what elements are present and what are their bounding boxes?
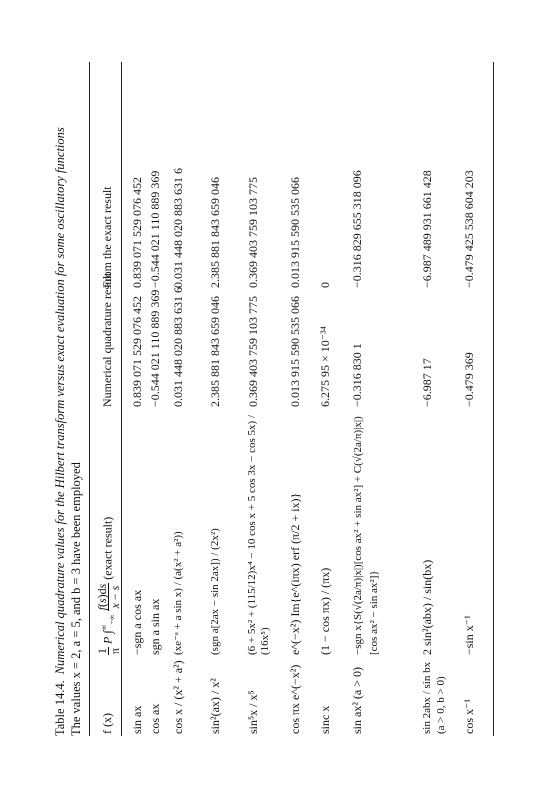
row-difference: 0 <box>318 282 332 288</box>
header-difference: From the exact result <box>100 186 114 288</box>
row-numerical: 6.275 95 × 10⁻³⁴ <box>318 326 332 407</box>
row-exact: e^(−x²) Im{e^(iπx) erf (π/2 + ix)} <box>288 492 302 655</box>
row-exact: (6 + 5x² + (115/12)x⁴ − 10 cos x + 5 cos 3x − cos 5x) / (16x⁵) <box>246 415 271 655</box>
row-numerical: 0.839 071 529 076 452 <box>130 296 144 407</box>
caption-title: Numerical quadrature values for the Hilbert transform versus exact evaluation for some oscillatory functions <box>53 127 67 675</box>
row-exact: −sgn a cos ax <box>130 589 144 655</box>
row-difference: 0.839 071 529 076 452 <box>130 177 144 288</box>
row-numerical: −0.316 830 1 <box>350 343 364 407</box>
row-f: sin⁵x / x⁵ <box>246 690 260 734</box>
row-exact: (xe⁻ᵃ + a sin x) / (a(x² + a²)) <box>172 531 184 655</box>
header-transform-note: (exact result) <box>100 516 115 580</box>
row-f: sin ax² (a > 0) <box>350 666 364 734</box>
row-difference: −6.987 489 931 661 428 <box>420 170 434 288</box>
row-f: cos πx e^(−x²) <box>288 664 302 734</box>
row-exact: −sin x⁻¹ <box>462 615 476 655</box>
row-exact: sgn a sin ax <box>148 598 162 655</box>
row-difference: 2.385 881 843 659 046 <box>208 177 222 288</box>
header-rule <box>121 62 122 736</box>
caption-label: Table 14.4. <box>53 680 67 736</box>
row-difference: −0.479 425 538 604 203 <box>462 170 476 288</box>
row-difference: 0.031 448 020 883 631 6 <box>171 168 185 288</box>
row-numerical: 2.385 881 843 659 046 <box>208 296 222 407</box>
row-difference: 0.369 403 759 103 775 <box>246 177 260 288</box>
row-f: sin ax <box>130 705 144 734</box>
row-f: sinc x <box>318 705 332 734</box>
row-exact: 2 sin²(abx) / sin(bx) <box>420 559 434 655</box>
header-transform: 1 π P $\int^\infty_{-\infty}$ f(s)ds x − s (exact result) <box>95 516 122 654</box>
table-caption <box>52 46 84 736</box>
top-rule <box>89 62 90 736</box>
row-numerical: −0.479 369 <box>462 352 476 407</box>
row-exact: (1 − cos πx) / (πx) <box>318 567 332 655</box>
row-f: cos x⁻¹ <box>462 699 476 734</box>
row-numerical: 0.369 403 759 103 775 <box>246 296 260 407</box>
row-f: cos ax <box>148 703 162 734</box>
row-difference: 0.013 915 590 535 066 <box>288 177 302 288</box>
header-f: f (x) <box>100 713 114 734</box>
row-exact: −sgn x{S(√(2a/π)|x|)[cos ax² + sin ax²] + C(√(2a/π)|x|)[cos ax² − sin ax²]} <box>352 416 380 655</box>
row-exact: (sgn a[2ax − sin 2ax]) / (2x²) <box>209 528 221 655</box>
row-f: cos x / (x² + a²) <box>171 660 185 734</box>
header-numerical: Numerical quadrature result <box>100 272 114 407</box>
row-numerical: −6.987 17 <box>420 358 434 407</box>
row-difference: −0.316 829 655 318 096 <box>350 170 364 288</box>
row-difference: −0.544 021 110 889 369 <box>148 170 162 288</box>
row-numerical: 0.013 915 590 535 066 <box>288 296 302 407</box>
row-f: sin 2abx / sin bx (a > 0, b > 0) <box>421 661 447 734</box>
row-f: sin²(ax) / x² <box>208 678 222 734</box>
row-numerical: −0.544 021 110 889 369 <box>148 289 162 407</box>
caption-subtitle: The values x = 2, a = 5, and b = 3 have been employed <box>69 462 83 736</box>
row-numerical: 0.031 448 020 883 631 6 <box>171 287 185 407</box>
bottom-rule <box>493 62 494 736</box>
